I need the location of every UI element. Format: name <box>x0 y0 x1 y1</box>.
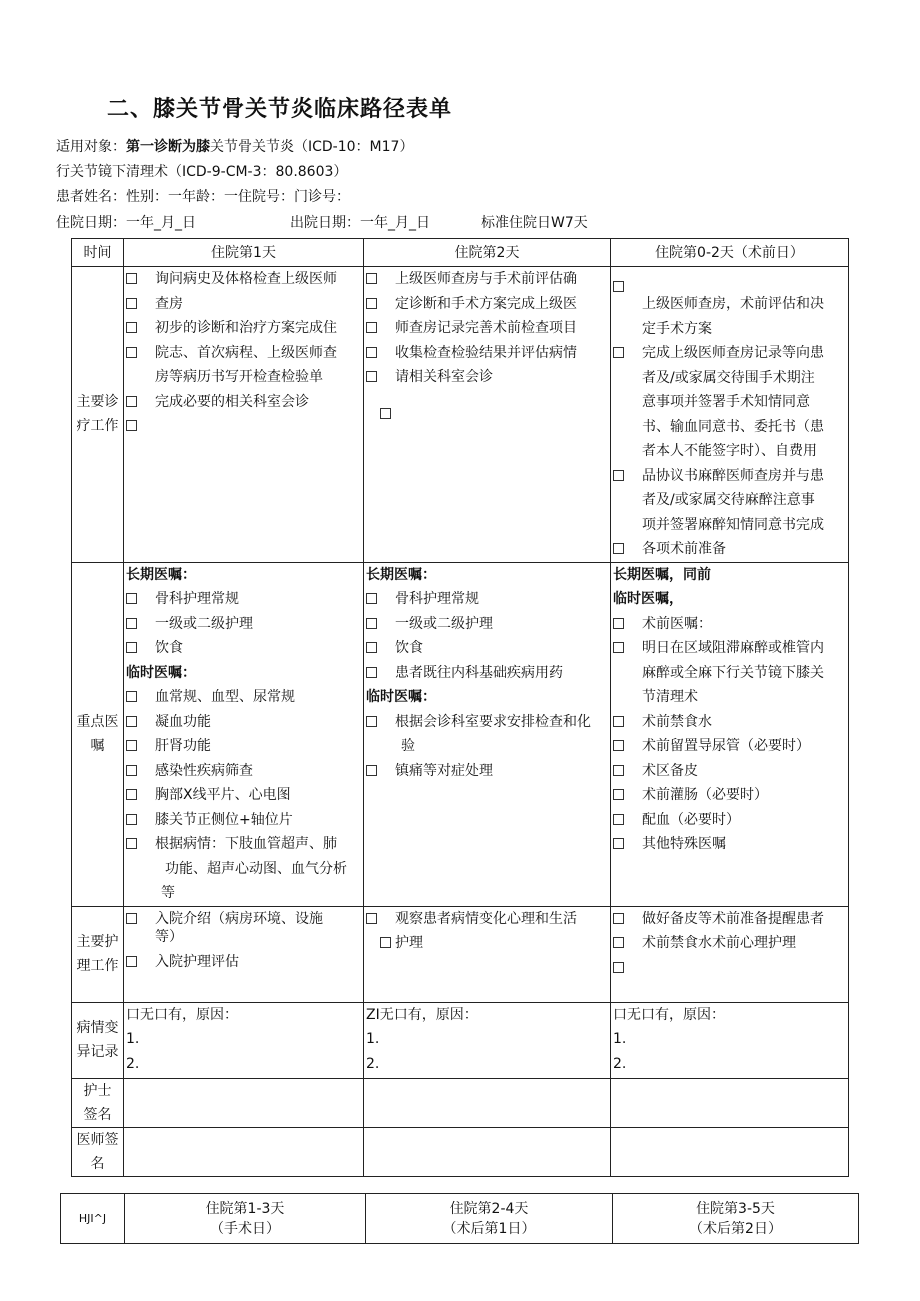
diagnosis-code: 关节骨关节炎（ICD-10：M17） <box>210 139 414 155</box>
checkbox[interactable] <box>126 716 137 727</box>
checkbox[interactable] <box>366 593 377 604</box>
checkbox[interactable] <box>126 593 137 604</box>
checkbox[interactable] <box>613 789 624 800</box>
header-day1: 住院第1天 <box>124 239 364 267</box>
checkbox[interactable] <box>366 716 377 727</box>
orders-col1: 长期医嘱： 骨科护理常规 一级或二级护理 饮食 临时医嘱： 血常规、血型、尿常规 凝血功能 肝肾功能 感染性疾病筛查 胸部X线平片、心电图 膝关节正侧位+轴位片 根据病情：下肢血管超声、肺 功能、超声心动图、血气分析 等 <box>124 562 364 906</box>
checkbox[interactable] <box>366 913 377 924</box>
procedure-line: 行关节镜下清理术（ICD-9-CM-3：80.8603） <box>56 164 348 180</box>
checkbox[interactable] <box>366 347 377 358</box>
doctor-sign-row <box>72 1127 849 1176</box>
table2-header-row <box>61 1194 859 1244</box>
nursing-col3: 做好备皮等术前准备提醒患者 术前禁食水术前心理护理 <box>611 906 849 1002</box>
checkbox[interactable] <box>366 667 377 678</box>
checkbox[interactable] <box>613 543 624 554</box>
checkbox[interactable] <box>366 765 377 776</box>
applicable-object <box>56 136 413 156</box>
nurse-sign-col2[interactable] <box>364 1078 611 1127</box>
checkbox[interactable] <box>366 371 377 382</box>
patient-info-line: 患者姓名：性别：一年龄：一住院号：门诊号： <box>56 189 350 205</box>
checkbox[interactable] <box>380 937 391 948</box>
checkbox[interactable] <box>126 691 137 702</box>
checkbox[interactable] <box>366 273 377 284</box>
nursing-col1: 入院介绍（病房环境、设施 等） 入院护理评估 <box>124 906 364 1002</box>
checkbox[interactable] <box>366 298 377 309</box>
doctor-sign-label: 医师签名 <box>72 1127 124 1176</box>
variation-col2: ZI无口有，原因： 1. 2. <box>364 1002 611 1078</box>
orders-col2: 长期医嘱： 骨科护理常规 一级或二级护理 饮食 患者既往内科基础疾病用药 临时医嘱： 根据会诊科室要求安排检查和化 验 镇痛等对症处理 <box>364 562 611 906</box>
work-col1: 询问病史及体格检查上级医师 查房 初步的诊断和治疗方案完成住 院志、首次病程、上级医师查 房等病历书写开检查检验单 完成必要的相关科室会诊 <box>124 267 364 563</box>
variation-row <box>72 1002 849 1078</box>
main-work-row <box>72 267 849 563</box>
checkbox[interactable] <box>126 298 137 309</box>
variation-col1: 口无口有，原因： 1. 2. <box>124 1002 364 1078</box>
pathway-table-1 <box>71 238 849 1177</box>
discharge-date: 出院日期：一年_月_日 <box>290 215 430 231</box>
checkbox[interactable] <box>126 273 137 284</box>
orders-row <box>72 562 849 906</box>
orders-label: 重点医嘱 <box>72 562 124 906</box>
header-day3: 住院第0-2天（术前日） <box>611 239 849 267</box>
table2-col2: 住院第2-4天 （术后第1日） <box>366 1194 613 1244</box>
checkbox[interactable] <box>613 814 624 825</box>
doctor-sign-col2[interactable] <box>364 1127 611 1176</box>
checkbox[interactable] <box>126 642 137 653</box>
checkbox[interactable] <box>126 789 137 800</box>
checkbox[interactable] <box>126 618 137 629</box>
nurse-sign-label: 护士签名 <box>72 1078 124 1127</box>
checkbox[interactable] <box>613 740 624 751</box>
checkbox[interactable] <box>126 814 137 825</box>
checkbox[interactable] <box>126 347 137 358</box>
checkbox[interactable] <box>613 281 624 292</box>
header-day2: 住院第2天 <box>364 239 611 267</box>
header-time: 时间 <box>72 239 124 267</box>
checkbox[interactable] <box>366 618 377 629</box>
checkbox[interactable] <box>613 347 624 358</box>
checkbox[interactable] <box>613 962 624 973</box>
work-col2: 上级医师查房与手术前评估确 定诊断和手术方案完成上级医 师查房记录完善术前检查项目 收集检查检验结果并评估病情 请相关科室会诊 <box>364 267 611 563</box>
checkbox[interactable] <box>613 618 624 629</box>
checkbox[interactable] <box>126 913 137 924</box>
main-work-label: 主要诊疗工作 <box>72 267 124 563</box>
diagnosis-bold: 第一诊断为膝 <box>126 139 210 155</box>
work-col3: 上级医师查房，术前评估和决 定手术方案 完成上级医师查房记录等向患 者及/或家属交待围手术期注 意事项并签署手术知情同意 书、输血同意书、委托书（患 者本人不能签字时）、自费用 品协议书麻醉医师查房并与患 者及/或家属交待麻醉注意事 项并签署麻醉知情同意书完成 各项术前准备 <box>611 267 849 563</box>
checkbox[interactable] <box>126 765 137 776</box>
variation-col3: 口无口有，原因： 1. 2. <box>611 1002 849 1078</box>
checkbox[interactable] <box>613 716 624 727</box>
doctor-sign-col3[interactable] <box>611 1127 849 1176</box>
checkbox[interactable] <box>126 396 137 407</box>
checkbox[interactable] <box>380 408 391 419</box>
pathway-table-2 <box>60 1193 859 1244</box>
nursing-row <box>72 906 849 1002</box>
checkbox[interactable] <box>126 420 137 431</box>
checkbox[interactable] <box>126 838 137 849</box>
page-title: 二、膝关节骨关节炎临床路径表单 <box>107 97 453 122</box>
nurse-sign-col3[interactable] <box>611 1078 849 1127</box>
checkbox[interactable] <box>126 322 137 333</box>
nurse-sign-row <box>72 1078 849 1127</box>
checkbox[interactable] <box>126 740 137 751</box>
checkbox[interactable] <box>613 937 624 948</box>
orders-col3: 长期医嘱，同前 临时医嘱， 术前医嘱： 明日在区域阻滞麻醉或椎管内 麻醉或全麻下行关节镜下膝关 节清理术 术前禁食水 术前留置导尿管（必要时） 术区备皮 术前灌肠（必要时） 配血（必要时） 其他特殊医嘱 <box>611 562 849 906</box>
nursing-col2: 观察患者病情变化心理和生活 护理 <box>364 906 611 1002</box>
checkbox[interactable] <box>366 642 377 653</box>
checkbox[interactable] <box>366 322 377 333</box>
checkbox[interactable] <box>126 956 137 967</box>
nursing-label: 主要护理工作 <box>72 906 124 1002</box>
checkbox[interactable] <box>613 470 624 481</box>
checkbox[interactable] <box>613 765 624 776</box>
checkbox[interactable] <box>613 642 624 653</box>
variation-label: 病情变异记录 <box>72 1002 124 1078</box>
header-row <box>72 239 849 267</box>
table2-corner: HJI^J <box>61 1194 125 1244</box>
doctor-sign-col1[interactable] <box>124 1127 364 1176</box>
checkbox[interactable] <box>613 913 624 924</box>
standard-stay: 标准住院日W7天 <box>481 215 588 231</box>
table2-col1: 住院第1-3天 （手术日） <box>125 1194 366 1244</box>
checkbox[interactable] <box>613 838 624 849</box>
nurse-sign-col1[interactable] <box>124 1078 364 1127</box>
admission-date: 住院日期：一年_月_日 <box>56 215 196 231</box>
table2-col3: 住院第3-5天 （术后第2日） <box>613 1194 859 1244</box>
applicable-label: 适用对象： <box>56 139 126 155</box>
